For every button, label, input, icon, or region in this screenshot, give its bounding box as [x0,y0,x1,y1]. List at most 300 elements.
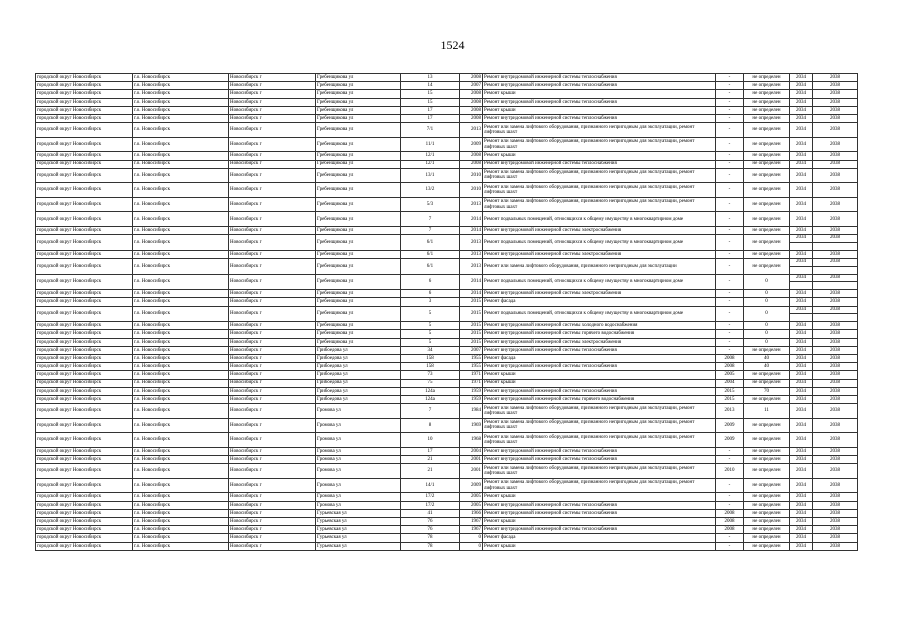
house-cell: 11/1 [401,137,460,152]
period-start-cell: 2034 [790,290,813,298]
period-end-cell: 2038 [813,501,858,509]
next-repair-cell: не определен [744,517,790,525]
okrug-cell: городской округ Новосибирск [36,542,133,550]
go-cell: г.о. Новосибирск [133,227,229,235]
table-row [36,74,858,82]
work-type-cell: Ремонт внутридомовой инженерной системы теплоснабжения [483,346,716,354]
city-cell: Новосибирск г [229,493,316,501]
house-cell: 17 [401,447,460,455]
work-type-cell: Ремонт или замена лифтового оборудования, признанного непригодным для эксплуатации, ремонт лифтовых шахт [483,464,716,479]
prev-repair-cell: - [716,168,744,183]
house-cell: 12/1 [401,152,460,160]
go-cell: г.о. Новосибирск [133,379,229,387]
period-start-cell-blank [790,242,812,250]
period-end-cell: 2038 [813,464,858,479]
table-row [36,517,858,525]
work-type-cell: Ремонт крыши [483,517,716,525]
street-cell: Гурьевская ул [316,517,401,525]
street-cell: Грибоедова ул [316,395,401,403]
work-type-cell: Ремонт или замена лифтового оборудования, признанного непригодным для эксплуатации, ремонт лифтовых шахт [483,433,716,448]
period-start-cell [790,235,813,251]
okrug-cell: городской округ Новосибирск [36,114,133,122]
go-cell: г.о. Новосибирск [133,82,229,90]
period-start-cell: 2034 [790,212,813,227]
period-end-cell: 2038 [813,123,858,138]
next-repair-cell: не определен [744,197,790,212]
next-repair-cell: не определен [744,212,790,227]
house-cell: 13/2 [401,183,460,198]
okrug-cell: городской округ Новосибирск [36,338,133,346]
year-cell: 2008 [460,90,483,98]
work-type-cell: Ремонт подвальных помещений, относящихся к общему имуществу в многоквартирном доме [483,306,716,322]
next-repair-cell: не определен [744,534,790,542]
street-cell: Грибоедова ул [316,354,401,362]
period-start-cell [790,306,813,322]
year-cell: 2013 [460,235,483,251]
street-cell: Гребенщикова ул [316,183,401,198]
period-end-cell: 2038 [813,106,858,114]
street-cell: Гурьевская ул [316,542,401,550]
year-cell: 1959 [460,387,483,395]
city-cell: Новосибирск г [229,456,316,464]
table-row [36,306,858,322]
year-cell: 2001 [460,456,483,464]
go-cell: г.о. Новосибирск [133,387,229,395]
go-cell: г.о. Новосибирск [133,526,229,534]
house-cell: 73 [401,371,460,379]
period-start-cell-value: 2034 [796,259,806,265]
street-cell: Гребенщикова ул [316,74,401,82]
table-row [36,542,858,550]
table-row [36,82,858,90]
year-cell: 2015 [460,330,483,338]
city-cell: Новосибирск г [229,259,316,275]
okrug-cell: городской округ Новосибирск [36,346,133,354]
go-cell: г.о. Новосибирск [133,98,229,106]
period-start-cell: 2034 [790,542,813,550]
year-cell: 2007 [460,82,483,90]
work-type-cell: Ремонт или замена лифтового оборудования, признанного непригодным для эксплуатации, ремонт лифтовых шахт [483,123,716,138]
work-type-cell: Ремонт внутридомовой инженерной системы горячего водоснабжения [483,395,716,403]
go-cell: г.о. Новосибирск [133,371,229,379]
okrug-cell: городской округ Новосибирск [36,298,133,306]
prev-repair-cell: - [716,493,744,501]
period-start-cell: 2034 [790,404,813,419]
next-repair-cell: не определен [744,447,790,455]
prev-repair-cell: 2009 [716,433,744,448]
work-type-cell: Ремонт крыши [483,371,716,379]
go-cell: г.о. Новосибирск [133,464,229,479]
year-cell: 1955 [460,363,483,371]
work-type-cell: Ремонт внутридомовой инженерной системы электроснабжения [483,290,716,298]
house-cell: 158 [401,354,460,362]
period-end-cell-value: 2038 [830,306,840,312]
work-type-cell: Ремонт внутридомовой инженерной системы теплоснабжения [483,501,716,509]
house-cell: 17 [401,114,460,122]
period-end-cell: 2038 [813,493,858,501]
prev-repair-cell: - [716,322,744,330]
city-cell: Новосибирск г [229,274,316,290]
year-cell: 2010 [460,183,483,198]
go-cell: г.о. Новосибирск [133,509,229,517]
okrug-cell: городской округ Новосибирск [36,183,133,198]
period-end-cell: 2038 [813,395,858,403]
work-type-cell: Ремонт или замена лифтового оборудования, признанного непригодным для эксплуатации [483,259,716,275]
city-cell: Новосибирск г [229,363,316,371]
go-cell: г.о. Новосибирск [133,404,229,419]
city-cell: Новосибирск г [229,90,316,98]
work-type-cell: Ремонт внутридомовой инженерной системы теплоснабжения [483,98,716,106]
okrug-cell: городской округ Новосибирск [36,456,133,464]
period-end-cell: 2038 [813,82,858,90]
year-cell: 2004 [460,447,483,455]
work-type-cell: Ремонт фасада [483,298,716,306]
period-start-cell: 2034 [790,250,813,258]
prev-repair-cell: - [716,152,744,160]
street-cell: Гребенщикова ул [316,322,401,330]
period-end-cell-blank [813,281,857,289]
okrug-cell: городской округ Новосибирск [36,160,133,168]
house-cell: 3 [401,298,460,306]
next-repair-cell: 40 [744,363,790,371]
prev-repair-cell: - [716,306,744,322]
year-cell: 1984 [460,404,483,419]
street-cell: Гребенщикова ул [316,330,401,338]
prev-repair-cell: 2009 [716,418,744,433]
okrug-cell: городской округ Новосибирск [36,235,133,251]
okrug-cell: городской округ Новосибирск [36,404,133,419]
street-cell: Гурьевская ул [316,526,401,534]
table-body [36,74,858,551]
next-repair-cell: не определен [744,395,790,403]
city-cell: Новосибирск г [229,98,316,106]
year-cell: 1967 [460,526,483,534]
work-type-cell: Ремонт внутридомовой инженерной системы теплоснабжения [483,160,716,168]
year-cell: 1968 [460,433,483,448]
table-row [36,354,858,362]
next-repair-cell: не определен [744,501,790,509]
year-cell: 1971 [460,379,483,387]
house-cell: 6/1 [401,259,460,275]
table-row [36,152,858,160]
period-end-cell: 2038 [813,534,858,542]
next-repair-cell: не определен [744,493,790,501]
period-start-cell: 2034 [790,338,813,346]
period-end-cell: 2038 [813,371,858,379]
go-cell: г.о. Новосибирск [133,212,229,227]
table-row [36,338,858,346]
table-row [36,395,858,403]
next-repair-cell: не определен [744,346,790,354]
house-cell: 158 [401,363,460,371]
go-cell: г.о. Новосибирск [133,106,229,114]
go-cell: г.о. Новосибирск [133,123,229,138]
period-start-cell: 2034 [790,418,813,433]
period-end-cell: 2038 [813,212,858,227]
period-end-cell: 2038 [813,433,858,448]
prev-repair-cell: - [716,259,744,275]
next-repair-cell: не определен [744,418,790,433]
table-row [36,447,858,455]
work-type-cell: Ремонт подвальных помещений, относящихся к общему имуществу в многоквартирном доме [483,212,716,227]
house-cell: 13/1 [401,168,460,183]
go-cell: г.о. Новосибирск [133,456,229,464]
street-cell: Громова ул [316,501,401,509]
period-start-cell: 2034 [790,98,813,106]
city-cell: Новосибирск г [229,160,316,168]
table-row [36,371,858,379]
year-cell: 2007 [460,346,483,354]
street-cell: Гребенщикова ул [316,152,401,160]
city-cell: Новосибирск г [229,330,316,338]
city-cell: Новосибирск г [229,114,316,122]
period-start-cell: 2034 [790,395,813,403]
prev-repair-cell: - [716,338,744,346]
prev-repair-cell: - [716,456,744,464]
table-row [36,123,858,138]
next-repair-cell: не определен [744,259,790,275]
house-cell: 6/1 [401,235,460,251]
next-repair-cell: не определен [744,98,790,106]
year-cell: 2015 [460,306,483,322]
prev-repair-cell: - [716,346,744,354]
go-cell: г.о. Новосибирск [133,235,229,251]
period-end-cell: 2038 [813,160,858,168]
okrug-cell: городской округ Новосибирск [36,395,133,403]
next-repair-cell: не определен [744,235,790,251]
street-cell: Гребенщикова ул [316,90,401,98]
okrug-cell: городской округ Новосибирск [36,274,133,290]
period-end-cell: 2038 [813,322,858,330]
go-cell: г.о. Новосибирск [133,363,229,371]
period-end-cell: 2038 [813,152,858,160]
period-start-cell: 2034 [790,517,813,525]
table-row [36,346,858,354]
table-row [36,478,858,493]
house-cell: 76 [401,526,460,534]
period-end-cell-blank [813,242,857,250]
city-cell: Новосибирск г [229,152,316,160]
street-cell: Гребенщикова ул [316,197,401,212]
year-cell: 2015 [460,322,483,330]
prev-repair-cell: - [716,330,744,338]
period-start-cell: 2034 [790,433,813,448]
go-cell: г.о. Новосибирск [133,395,229,403]
street-cell: Гребенщикова ул [316,98,401,106]
okrug-cell: городской округ Новосибирск [36,82,133,90]
next-repair-cell: 0 [744,322,790,330]
go-cell: г.о. Новосибирск [133,114,229,122]
period-start-cell-value: 2034 [796,235,806,241]
period-start-cell: 2034 [790,501,813,509]
okrug-cell: городской округ Новосибирск [36,517,133,525]
prev-repair-cell: 2008 [716,354,744,362]
year-cell: 1971 [460,371,483,379]
city-cell: Новосибирск г [229,197,316,212]
period-end-cell: 2038 [813,363,858,371]
street-cell: Громова ул [316,404,401,419]
okrug-cell: городской округ Новосибирск [36,98,133,106]
go-cell: г.о. Новосибирск [133,542,229,550]
table-row [36,404,858,419]
work-type-cell: Ремонт внутридомовой инженерной системы электроснабжения [483,227,716,235]
period-end-cell-blank [813,266,857,274]
house-cell: 14 [401,82,460,90]
house-cell: 5/3 [401,197,460,212]
house-cell: 124а [401,387,460,395]
work-type-cell: Ремонт внутридомовой инженерной системы теплоснабжения [483,114,716,122]
table-row [36,98,858,106]
okrug-cell: городской округ Новосибирск [36,526,133,534]
house-cell: 12/1 [401,160,460,168]
city-cell: Новосибирск г [229,346,316,354]
table-row [36,418,858,433]
period-end-cell: 2038 [813,250,858,258]
go-cell: г.о. Новосибирск [133,501,229,509]
period-start-cell: 2034 [790,123,813,138]
work-type-cell: Ремонт внутридомовой инженерной системы теплоснабжения [483,456,716,464]
period-end-cell: 2038 [813,183,858,198]
city-cell: Новосибирск г [229,501,316,509]
period-start-cell: 2034 [790,160,813,168]
period-start-cell: 2034 [790,387,813,395]
house-cell: 7 [401,212,460,227]
year-cell: 1955 [460,354,483,362]
okrug-cell: городской округ Новосибирск [36,509,133,517]
period-end-cell: 2038 [813,197,858,212]
table-row [36,212,858,227]
table-row [36,526,858,534]
go-cell: г.о. Новосибирск [133,90,229,98]
next-repair-cell: 0 [744,290,790,298]
street-cell: Гребенщикова ул [316,290,401,298]
prev-repair-cell: - [716,542,744,550]
okrug-cell: городской округ Новосибирск [36,212,133,227]
period-end-cell [813,306,858,322]
period-end-cell: 2038 [813,290,858,298]
period-start-cell: 2034 [790,137,813,152]
period-start-cell: 2034 [790,197,813,212]
prev-repair-cell: - [716,447,744,455]
house-cell: 78 [401,542,460,550]
next-repair-cell: не определен [744,456,790,464]
work-type-cell: Ремонт крыши [483,379,716,387]
go-cell: г.о. Новосибирск [133,534,229,542]
period-start-cell: 2034 [790,363,813,371]
street-cell: Гребенщикова ул [316,227,401,235]
period-start-cell: 2034 [790,82,813,90]
period-end-cell: 2038 [813,114,858,122]
period-end-cell: 2038 [813,509,858,517]
next-repair-cell: не определен [744,542,790,550]
okrug-cell: городской округ Новосибирск [36,464,133,479]
work-type-cell: Ремонт внутридомовой инженерной системы холодного водоснабжения [483,322,716,330]
city-cell: Новосибирск г [229,183,316,198]
street-cell: Гребенщикова ул [316,82,401,90]
period-start-cell [790,274,813,290]
street-cell: Гурьевская ул [316,534,401,542]
work-type-cell: Ремонт или замена лифтового оборудования, признанного непригодным для эксплуатации, ремонт лифтовых шахт [483,418,716,433]
city-cell: Новосибирск г [229,464,316,479]
prev-repair-cell: - [716,534,744,542]
work-type-cell: Ремонт внутридомовой инженерной системы электроснабжения [483,338,716,346]
okrug-cell: городской округ Новосибирск [36,493,133,501]
prev-repair-cell: - [716,137,744,152]
table-row [36,433,858,448]
period-start-cell-blank [790,266,812,274]
house-cell: 6/1 [401,250,460,258]
year-cell: 0 [460,534,483,542]
table-row [36,509,858,517]
period-start-cell: 2034 [790,456,813,464]
go-cell: г.о. Новосибирск [133,168,229,183]
city-cell: Новосибирск г [229,534,316,542]
house-cell: 76 [401,517,460,525]
okrug-cell: городской округ Новосибирск [36,330,133,338]
city-cell: Новосибирск г [229,212,316,227]
year-cell: 2015 [460,338,483,346]
year-cell: 1966 [460,509,483,517]
okrug-cell: городской округ Новосибирск [36,371,133,379]
okrug-cell: городской округ Новосибирск [36,250,133,258]
period-end-cell: 2038 [813,379,858,387]
go-cell: г.о. Новосибирск [133,274,229,290]
street-cell: Гребенщикова ул [316,338,401,346]
next-repair-cell: не определен [744,114,790,122]
street-cell: Громова ул [316,433,401,448]
work-type-cell: Ремонт подвальных помещений, относящихся к общему имуществу в многоквартирном доме [483,274,716,290]
work-type-cell: Ремонт или замена лифтового оборудования, признанного непригодным для эксплуатации, ремонт лифтовых шахт [483,478,716,493]
year-cell: 2013 [460,123,483,138]
okrug-cell: городской округ Новосибирск [36,418,133,433]
city-cell: Новосибирск г [229,447,316,455]
street-cell: Громова ул [316,456,401,464]
work-type-cell: Ремонт внутридомовой инженерной системы электроснабжения [483,250,716,258]
next-repair-cell: 70 [744,387,790,395]
period-start-cell: 2034 [790,447,813,455]
prev-repair-cell: - [716,290,744,298]
year-cell: 2014 [460,227,483,235]
period-start-cell: 2034 [790,346,813,354]
work-type-cell: Ремонт или замена лифтового оборудования, признанного непригодным для эксплуатации, ремонт лифтовых шахт [483,404,716,419]
okrug-cell: городской округ Новосибирск [36,478,133,493]
table-row [36,493,858,501]
go-cell: г.о. Новосибирск [133,478,229,493]
period-start-cell: 2034 [790,464,813,479]
street-cell: Гребенщикова ул [316,306,401,322]
work-type-cell: Ремонт крыши [483,493,716,501]
city-cell: Новосибирск г [229,433,316,448]
year-cell: 2014 [460,290,483,298]
house-cell: 6 [401,290,460,298]
prev-repair-cell: - [716,197,744,212]
city-cell: Новосибирск г [229,74,316,82]
okrug-cell: городской округ Новосибирск [36,106,133,114]
work-type-cell: Ремонт или замена лифтового оборудования, признанного непригодным для эксплуатации, ремонт лифтовых шахт [483,168,716,183]
next-repair-cell: не определен [744,509,790,517]
period-start-cell: 2034 [790,114,813,122]
table-row [36,330,858,338]
table-row [36,197,858,212]
go-cell: г.о. Новосибирск [133,493,229,501]
prev-repair-cell: - [716,114,744,122]
okrug-cell: городской округ Новосибирск [36,137,133,152]
year-cell: 2008 [460,114,483,122]
year-cell: 0 [460,542,483,550]
capital-repair-table [35,73,858,551]
street-cell: Гребенщикова ул [316,274,401,290]
year-cell: 2008 [460,106,483,114]
